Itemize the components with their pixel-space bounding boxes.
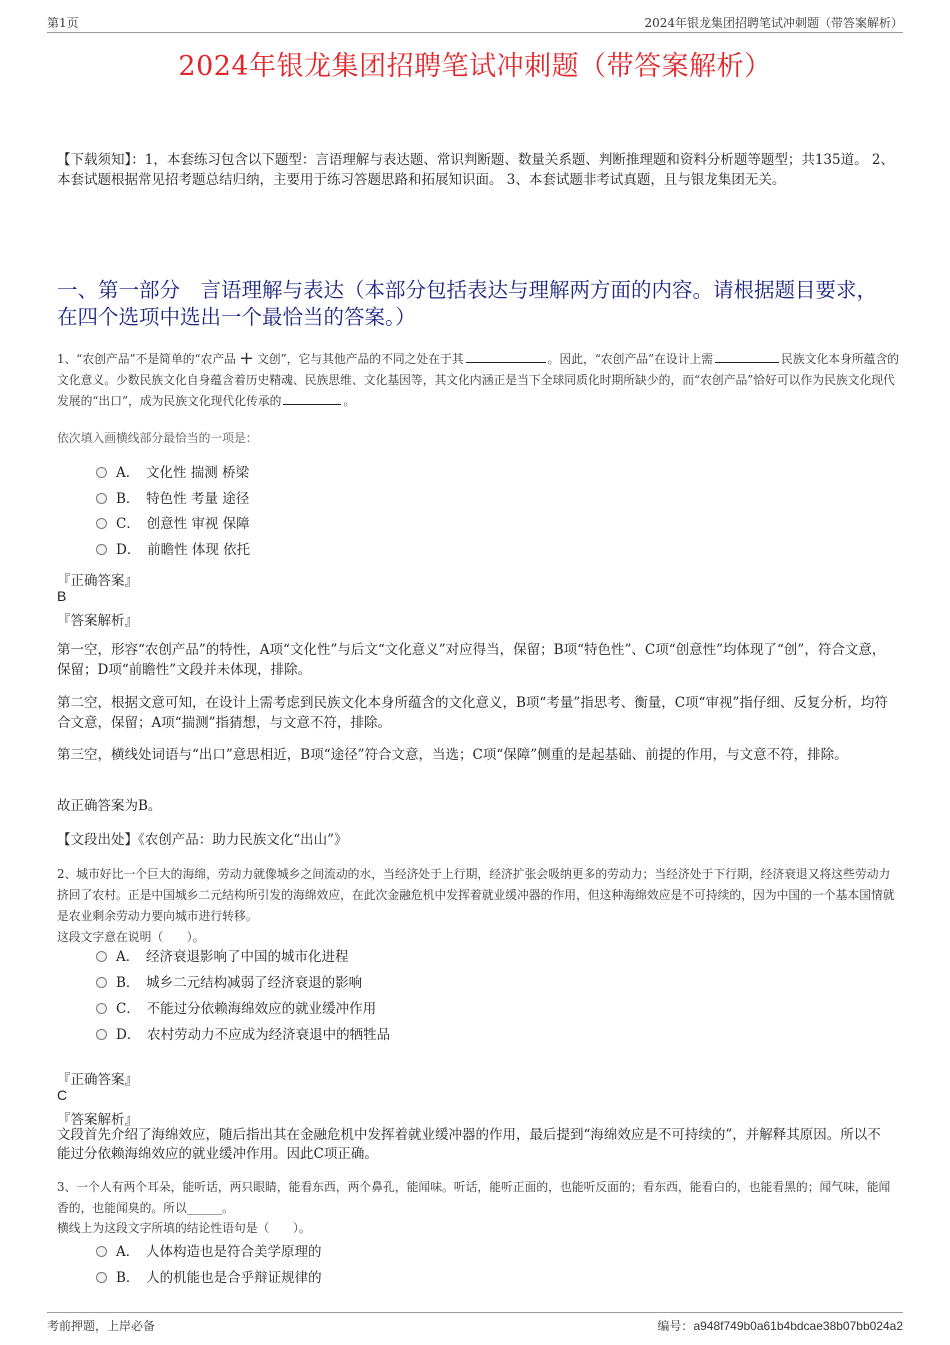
fill-blank bbox=[715, 349, 779, 363]
correct-answer: B bbox=[57, 588, 67, 604]
q1-option-a[interactable]: A． 文化性 揣测 桥梁 bbox=[96, 462, 249, 484]
q2-option-a[interactable]: A． 经济衰退影响了中国的城市化进程 bbox=[96, 946, 349, 968]
analysis-paragraph: 文段首先介绍了海绵效应，随后指出其在金融危机中发挥着就业缓冲器的作用，最后提到“海绵效应是不可持续的”，并解释其原因。所以不能过分依赖海绵效应的就业缓冲作用。因此C项正确。 bbox=[57, 1127, 881, 1162]
page-header bbox=[47, 14, 903, 33]
question-1-prompt: 依次填入画横线部分最恰当的一项是： bbox=[57, 431, 258, 445]
radio-icon[interactable] bbox=[96, 1003, 107, 1014]
download-notice: 【下载须知】：1，本套练习包含以下题型：言语理解与表达题、常识判断题、数量关系题、判断推理题和资料分析题等题型；共135道。 2、本套试题根据常见招考题总结归纳，主要用于练习答题思路和拓展知识面。 3、本套试题非考试真题，且与银龙集团无关。 bbox=[57, 152, 894, 188]
question-2-text: 2、城市好比一个巨大的海绵，劳动力就像城乡之间流动的水，当经济处于上行期，经济扩张会吸纳更多的劳动力；当经济处于下行期，经济衰退又将这些劳动力挤回了农村。正是中国城乡二元结构所引发的海绵效应，在此次金融危机中发挥着就业缓冲器的作用，但这种海绵效应是不可持续的，因为中国的一个基本国情就是农业剩余劳动力要向城市进行转移。 bbox=[57, 867, 895, 923]
analysis-paragraph: 第三空，横线处词语与“出口”意思相近，B项“途径”符合文意，当选；C项“保障”侧重的是起基础、前提的作用，与文意不符，排除。 bbox=[57, 747, 848, 763]
analysis-paragraph: 第一空，形容“农创产品”的特性，A项“文化性”与后文“文化意义”对应得当，保留；B项“特色性”、C项“创意性”均体现了“创”，符合文意，保留；D项“前瞻性”文段并未体现，排除。 bbox=[57, 642, 886, 678]
correct-answer-label: 『正确答案』 bbox=[57, 1072, 138, 1088]
q1-option-c[interactable]: C． 创意性 审视 保障 bbox=[96, 513, 250, 535]
q3-option-b[interactable]: B． 人的机能也是合乎辩证规律的 bbox=[96, 1267, 322, 1289]
radio-icon[interactable] bbox=[96, 467, 107, 478]
section-heading: 一、第一部分 言语理解与表达（本部分包括表达与理解两方面的内容。请根据题目要求，在四个选项中选出一个最恰当的答案。） bbox=[57, 278, 877, 329]
page-footer bbox=[47, 1312, 903, 1335]
correct-answer: C bbox=[57, 1087, 68, 1103]
radio-icon[interactable] bbox=[96, 1029, 107, 1040]
fill-blank bbox=[466, 349, 546, 363]
q2-option-d[interactable]: D． 农村劳动力不应成为经济衰退中的牺牲品 bbox=[96, 1024, 390, 1046]
radio-icon[interactable] bbox=[96, 518, 107, 529]
plus-sign: + bbox=[238, 348, 255, 369]
footer-slogan: 考前押题，上岸必备 bbox=[47, 1319, 156, 1333]
q1-option-d[interactable]: D． 前瞻性 体现 依托 bbox=[96, 539, 250, 561]
radio-icon[interactable] bbox=[96, 544, 107, 555]
radio-icon[interactable] bbox=[96, 1246, 107, 1257]
q2-option-c[interactable]: C． 不能过分依赖海绵效应的就业缓冲作用 bbox=[96, 998, 376, 1020]
correct-answer-label: 『正确答案』 bbox=[57, 573, 138, 589]
document-code: 编号：a948f749b0a61b4bdcae38b07bb024a2 bbox=[657, 1319, 903, 1333]
analysis-conclusion: 故正确答案为B。 bbox=[57, 798, 162, 814]
analysis-label: 『答案解析』 bbox=[57, 1112, 138, 1128]
fill-blank bbox=[283, 391, 341, 405]
question-3-text: 3、一个人有两个耳朵，能听话，两只眼睛，能看东西，两个鼻孔，能闻味。听话，能听正面的，也能听反面的；看东西，能看白的，也能看黑的；闻气味，能闻香的，也能闻臭的。所以______。 bbox=[57, 1180, 891, 1215]
page-title: 2024年银龙集团招聘笔试冲刺题（带答案解析） bbox=[178, 51, 772, 82]
header-doc-title: 2024年银龙集团招聘笔试冲刺题（带答案解析） bbox=[644, 16, 903, 30]
analysis-label: 『答案解析』 bbox=[57, 613, 138, 629]
radio-icon[interactable] bbox=[96, 951, 107, 962]
radio-icon[interactable] bbox=[96, 493, 107, 504]
radio-icon[interactable] bbox=[96, 977, 107, 988]
question-2-prompt: 这段文字意在说明（ ）。 bbox=[57, 930, 205, 944]
q2-option-b[interactable]: B． 城乡二元结构减弱了经济衰退的影响 bbox=[96, 972, 362, 994]
source-citation: 【文段出处】《农创产品：助力民族文化“出山”》 bbox=[57, 832, 348, 848]
analysis-paragraph: 第二空，根据文意可知，在设计上需考虑到民族文化本身所蕴含的文化意义，B项“考量”指思考、衡量，C项“审视”指仔细、反复分析，均符合文意，保留；A项“揣测”指猜想，与文意不符，排除。 bbox=[57, 695, 888, 731]
q3-option-a[interactable]: A． 人体构造也是符合美学原理的 bbox=[96, 1241, 322, 1263]
radio-icon[interactable] bbox=[96, 1272, 107, 1283]
q1-option-b[interactable]: B． 特色性 考量 途径 bbox=[96, 488, 249, 510]
question-3-prompt: 横线上为这段文字所填的结论性语句是（ ）。 bbox=[57, 1221, 311, 1235]
question-1-text: 1、“农创产品”不是简单的“农产品 + 文创”，它与其他产品的不同之处在于其 。因此，“农创产品”在设计上需 民族文化本身所蕴含的文化意义。少数民族文化自身蕴含着历史精魂、民族思维、文化基因等，其文化内涵正是当下全球同质化时期所缺少的，而“农创产品”恰好可以作为民族文化现代发展的“出口”，成为民族文化现代化传承的 。 bbox=[57, 348, 900, 408]
page-number: 第1页 bbox=[47, 16, 79, 30]
